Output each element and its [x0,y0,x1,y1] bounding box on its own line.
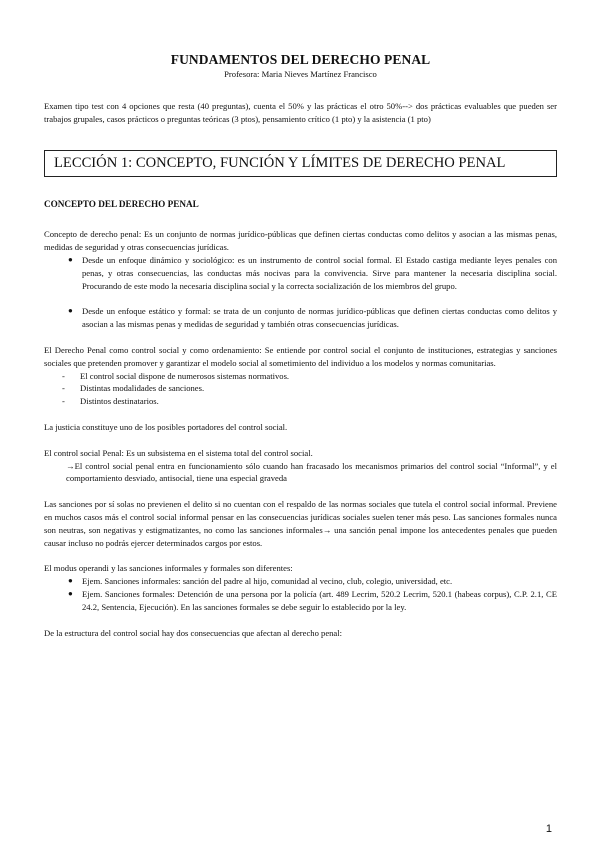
bullet-text: Ejem. Sanciones formales: Detención de una persona por la policía (art. 489 Lecrim, 520.2 Lecrim, 520.1 (habeas corpus), C.P. 2.1, CE 24.2, Sentencia, Ejecución). En las sanciones formales se debe seguir lo establecido por la ley. [82,588,557,612]
dash-icon: - [62,396,65,407]
control-social-dash-list [44,370,557,408]
concept-definition: Concepto de derecho penal: Es un conjunto de normas jurídico-públicas que definen ciertas conductas como delitos y asocian a las mismas penas, medidas de seguridad y otras consecuencias jurídicas. [44,229,557,253]
spacer [44,485,557,498]
control-social-paragraph: El Derecho Penal como control social y como ordenamiento: Se entiende por control social el conjunto de instituciones, estrategias y sanciones sociales que pretenden promover y garantizar el modelo social al sometimiento del individuo a los modelos y normas comunitarias. [44,344,557,368]
dash-text: Distintos destinatarios. [80,396,159,407]
section-heading: CONCEPTO DEL DERECHO PENAL [44,198,199,209]
list-item [68,588,557,614]
bullet-icon: ● [68,576,73,586]
modus-operandi-paragraph: El modus operandi y las sanciones informales y formales son diferentes: [44,563,293,574]
bullet-text: Desde un enfoque estático y formal: se trata de un conjunto de normas jurídico-públicas que definen ciertas conductas como delitos y asocian a las mismas penas y medidas de seguridad y también otras consecuencias jurídicas. [82,306,557,330]
list-item [62,395,557,408]
list-item [68,254,557,292]
spacer [44,549,557,562]
concept-bullet-list [44,254,557,331]
list-spacer [68,292,557,305]
dash-text: El control social dispone de numerosos sistemas normativos. [80,370,290,381]
spacer [44,434,557,447]
dash-icon: - [62,370,65,381]
list-item [62,382,557,395]
document-subtitle: Profesora: Maria Nieves Martínez Francisco [224,69,377,79]
page-content [44,52,557,639]
bullet-text: Ejem. Sanciones informales: sanción del padre al hijo, comunidad al vecino, club, colegio, universidad, etc. [82,576,453,587]
bullet-icon: ● [68,588,73,598]
exam-info-paragraph: Examen tipo test con 4 opciones que resta (40 preguntas), cuenta el 50% y las prácticas el otro 50%--> dos prácticas evaluables que pueden ser trabajos grupales, casos prácticos o preguntas teóricas (3 ptos), pensamiento crítico (1 pto) y la asistencia (1 pto) [44,101,557,124]
dash-icon: - [62,383,65,394]
document-title: FUNDAMENTOS DEL DERECHO PENAL [170,52,431,67]
sanciones-paragraph: Las sanciones por sí solas no previenen el delito si no cuentan con el respaldo de las normas sociales que tutela el control social informal. Previene en muchos casos más el control social informal pensar en las consecuencias jurídicas sociales suelen tener más peso. Las sanciones formales nunca son neutras, son negativas y estigmatizantes, no como las sanciones informales→ una sanción penal impone los antecedentes penales que pueden causar incluso no podrás ejercer determinados cargos por estos. [44,499,557,548]
lesson-title: LECCIÓN 1: CONCEPTO, FUNCIÓN Y LÍMITES DE DERECHO PENAL [54,154,506,171]
justice-paragraph: La justicia constituye uno de los posibles portadores del control social. [44,421,288,432]
penal-control-paragraph: El control social Penal: Es un subsistema en el sistema total del control social. [44,447,313,458]
bullet-icon: ● [68,254,73,264]
dash-text: Distintas modalidades de sanciones. [80,383,205,394]
bullet-text: Desde un enfoque dinámico y sociológico: es un instrumento de control social formal. El Estado castiga mediante leyes penales con penas, y otras consecuencias, las conductas más nocivas para la convivencia. Sirve para mantener la necesaria disciplina social. Procurando de este modo la necesaria disciplina social y la correcta socialización de los miembros del grupo. [82,254,557,291]
bullet-icon: ● [68,306,73,316]
spacer [44,331,557,344]
list-item [68,575,557,588]
lesson-title-box [44,150,557,177]
page-number: 1 [545,823,552,835]
sanciones-bullet-list [44,575,557,613]
estructura-paragraph: De la estructura del control social hay dos consecuencias que afectan al derecho penal: [44,627,343,638]
list-item [68,305,557,331]
spacer [44,614,557,627]
penal-control-arrow-paragraph: →El control social penal entra en funcionamiento sólo cuando han fracasado los mecanismos primarios del control social “Informal”, y el comportamiento desviado, antisocial, tiene una especial graveda [66,460,557,484]
list-item [62,370,557,383]
spacer [44,408,557,421]
